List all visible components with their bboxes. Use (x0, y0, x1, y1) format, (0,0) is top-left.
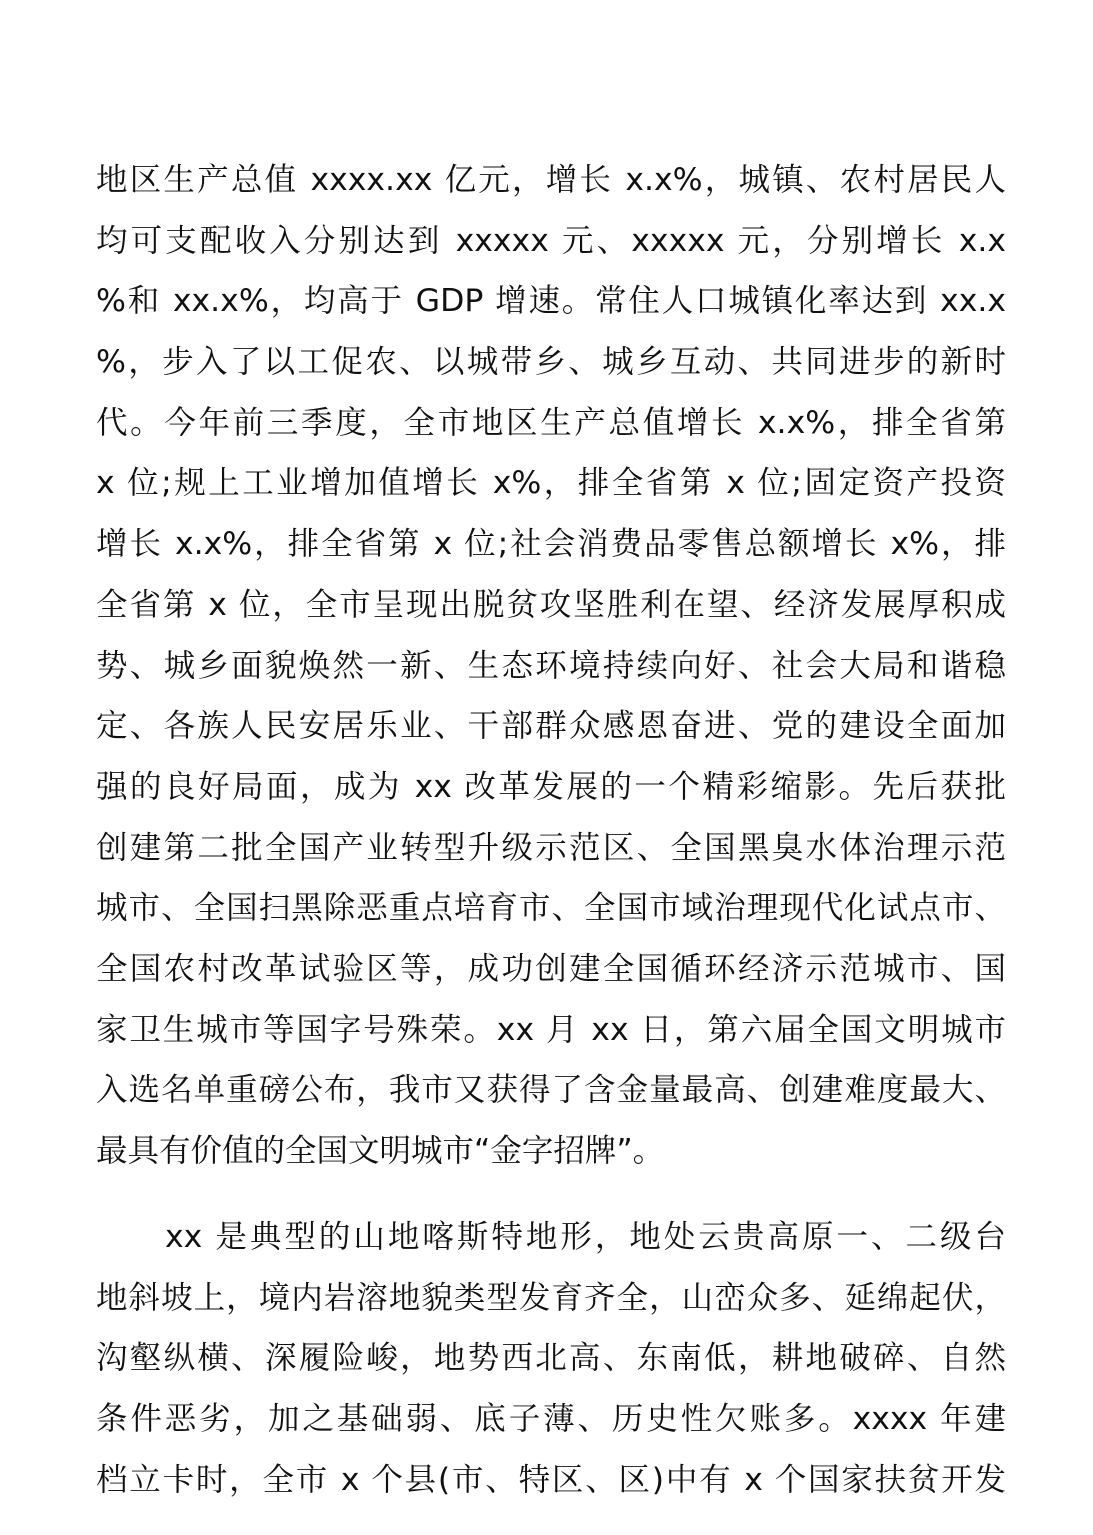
text-line: 沟壑纵横、深履险峻，地势西北高、东南低，耕地破碎、自然 (96, 1340, 1006, 1377)
text-line: 强的良好局面，成为 xx 改革发展的一个精彩缩影。先后获批 (96, 768, 1006, 805)
text-line: 入选名单重磅公布，我市又获得了含金量最高、创建难度最大、 (96, 1072, 1006, 1109)
text-line: xx 是典型的山地喀斯特地形，地处云贵高原一、二级台 (96, 1219, 1006, 1255)
text-line: 代。今年前三季度，全市地区生产总值增长 x.x%，排全省第 (96, 404, 1006, 441)
text-line: 档立卡时，全市 x 个县(市、特区、区)中有 x 个国家扶贫开发 (96, 1461, 1006, 1498)
text-line: 地斜坡上，境内岩溶地貌类型发育齐全，山峦众多、延绵起伏， (96, 1279, 1006, 1316)
text-line: 定、各族人民安居乐业、干部群众感恩奋进、党的建设全面加 (96, 708, 1006, 745)
text-line: 最具有价值的全国文明城市“金字招牌”。 (96, 1133, 665, 1169)
text-line: %，步入了以工促农、以城带乡、城乡互动、共同进步的新时 (96, 344, 1006, 381)
text-line: 地区生产总值 xxxx.xx 亿元，增长 x.x%，城镇、农村居民人 (96, 162, 1006, 198)
text-line: 增长 x.x%，排全省第 x 位;社会消费品零售总额增长 x%，排 (96, 526, 1006, 563)
text-line: 家卫生城市等国字号殊荣。xx 月 xx 日，第六届全国文明城市 (96, 1011, 1006, 1048)
text-line: 城市、全国扫黑除恶重点培育市、全国市域治理现代化试点市、 (96, 890, 1006, 927)
paragraph-2 (96, 1207, 1006, 1510)
text-line: 势、城乡面貌焕然一新、生态环境持续向好、社会大局和谐稳 (96, 647, 1006, 684)
text-line: %和 xx.x%，均高于 GDP 增速。常住人口城镇化率达到 xx.x (96, 283, 1006, 320)
text-line: 全省第 x 位，全市呈现出脱贫攻坚胜利在望、经济发展厚积成 (96, 586, 1006, 623)
text-line: 全国农村改革试验区等，成功创建全国循环经济示范城市、国 (96, 950, 1006, 987)
text-line: x 位;规上工业增加值增长 x%，排全省第 x 位;固定资产投资 (96, 465, 1006, 502)
text-line: 创建第二批全国产业转型升级示范区、全国黑臭水体治理示范 (96, 829, 1006, 866)
paragraph-1 (96, 150, 1006, 1182)
text-line: 均可支配收入分别达到 xxxxx 元、xxxxx 元，分别增长 x.x (96, 222, 1006, 259)
text-line: 条件恶劣，加之基础弱、底子薄、历史性欠账多。xxxx 年建 (96, 1401, 1006, 1438)
